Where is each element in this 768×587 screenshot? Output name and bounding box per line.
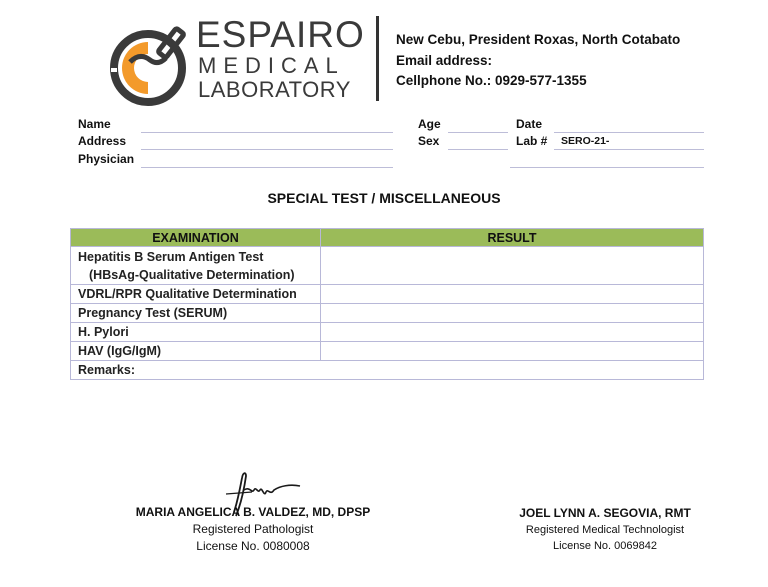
sex-field[interactable] [448, 149, 508, 150]
lab-number-value[interactable]: SERO-21- [561, 135, 610, 147]
medtech-license: License No. 0069842 [553, 540, 657, 552]
medtech-name: JOEL LYNN A. SEGOVIA, RMT [519, 506, 691, 520]
laboratory-logo [108, 14, 370, 104]
date-field[interactable] [554, 132, 704, 133]
pathologist-license: License No. 0080008 [196, 539, 310, 553]
medtech-title: Registered Medical Technologist [525, 523, 685, 536]
name-label: Name [78, 117, 111, 131]
age-label: Age [418, 117, 441, 131]
table-row [71, 285, 704, 304]
result-cell[interactable] [321, 342, 704, 361]
lab-number-label: Lab # [516, 134, 548, 148]
table-row [71, 323, 704, 342]
email-label: Email address: [396, 52, 493, 68]
contact-info [396, 30, 680, 92]
exam-name: Hepatitis B Serum Antigen Test [78, 249, 264, 264]
results-table [70, 228, 704, 380]
lab-address: New Cebu, President Roxas, North Cotabato [396, 32, 681, 47]
phone-number: Cellphone No.: 0929-577-1355 [396, 73, 587, 88]
result-cell[interactable] [321, 323, 704, 342]
medtech-block [500, 505, 710, 555]
remarks-row [71, 361, 704, 380]
exam-cell: H. Pylori [71, 323, 321, 342]
exam-cell: VDRL/RPR Qualitative Determination [71, 285, 321, 304]
table-row [71, 304, 704, 323]
examination-header: EXAMINATION [71, 229, 321, 247]
pathologist-block [128, 504, 378, 555]
header-divider [376, 16, 379, 101]
table-row [71, 247, 704, 285]
result-cell[interactable] [321, 304, 704, 323]
extra-field-line [510, 167, 704, 168]
address-label: Address [78, 134, 127, 148]
table-header-row [71, 229, 704, 247]
exam-cell: Pregnancy Test (SERUM) [71, 304, 321, 323]
remarks-cell[interactable]: Remarks: [71, 361, 704, 380]
brand-line-1: ESPAIRO [196, 14, 365, 55]
name-field[interactable] [141, 132, 393, 133]
physician-label: Physician [78, 152, 135, 166]
exam-detail: (HBsAg-Qualitative Determination) [89, 267, 295, 282]
sex-label: Sex [418, 134, 440, 148]
exam-cell [71, 247, 321, 285]
pathologist-name: MARIA ANGELICA B. VALDEZ, MD, DPSP [135, 505, 371, 519]
age-field[interactable] [448, 132, 508, 133]
brand-name [196, 16, 376, 102]
pathologist-title: Registered Pathologist [192, 522, 314, 536]
result-header: RESULT [321, 229, 704, 247]
result-cell[interactable] [321, 285, 704, 304]
flask-logo-icon [108, 22, 192, 106]
table-row [71, 342, 704, 361]
physician-field[interactable] [141, 167, 393, 168]
section-title: SPECIAL TEST / MISCELLANEOUS [267, 190, 501, 206]
date-label: Date [516, 117, 543, 131]
lab-number-field [554, 149, 704, 150]
brand-line-2: MEDICAL [198, 53, 345, 78]
address-field[interactable] [141, 149, 393, 150]
brand-line-3: LABORATORY [198, 77, 351, 102]
result-cell[interactable] [321, 247, 704, 285]
exam-cell: HAV (IgG/IgM) [71, 342, 321, 361]
